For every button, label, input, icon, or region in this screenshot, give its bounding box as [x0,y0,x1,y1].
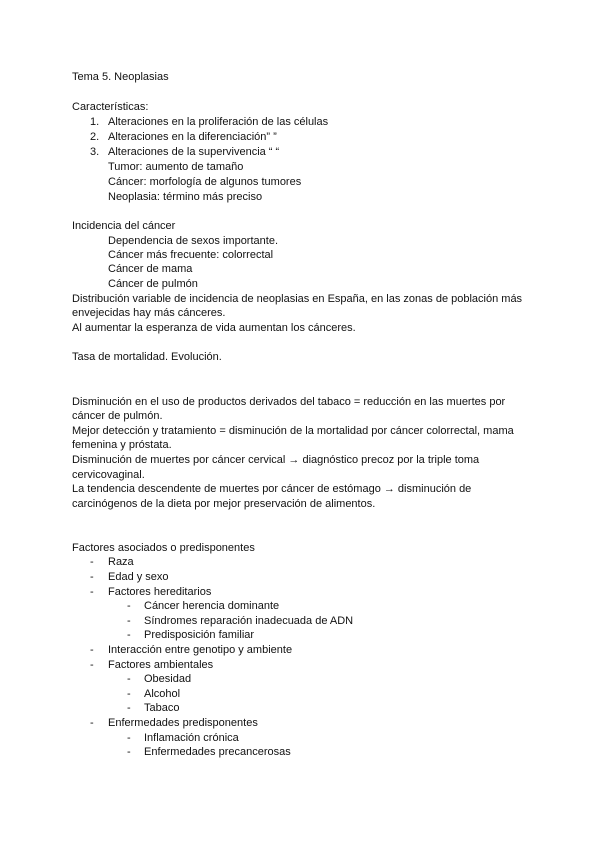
dash-bullet: - [90,717,94,729]
paragraph-line: Disminución de muertes por cáncer cervical → diagnóstico precoz por la triple toma [72,454,480,466]
paragraph-line: cáncer de pulmón. [72,410,163,422]
list-text: Alteraciones de la supervivencia “ “ [108,146,280,158]
list-text: Obesidad [144,673,192,685]
sub-line: Cáncer más frecuente: colorrectal [108,249,274,261]
dash-bullet: - [127,688,131,700]
list-text: Cáncer herencia dominante [144,600,280,612]
list-text: Alteraciones en la proliferación de las células [108,116,329,128]
list-text: Predisposición familiar [144,629,255,641]
sub-line: Cáncer de mama [108,263,193,275]
list-text: Enfermedades precancerosas [144,746,291,758]
mortalidad-heading: Tasa de mortalidad. Evolución. [72,351,222,363]
dash-bullet: - [90,586,94,598]
sub-line: Tumor: aumento de tamaño [108,161,244,173]
paragraph-line: Mejor detección y tratamiento = disminución de la mortalidad por cáncer colorrectal, mama [72,425,514,437]
factores-heading: Factores asociados o predisponentes [72,542,255,554]
dash-bullet: - [127,702,131,714]
dash-bullet: - [127,615,131,627]
list-text: Enfermedades predisponentes [108,717,258,729]
paragraph-line: La tendencia descendente de muertes por cáncer de estómago → disminución de [72,483,472,495]
list-text: Tabaco [144,702,180,714]
sub-line: Cáncer de pulmón [108,278,198,290]
paragraph-line: Al aumentar la esperanza de vida aumentan los cánceres. [72,322,356,334]
list-number: 3. [90,146,100,158]
incidencia-heading: Incidencia del cáncer [72,220,176,232]
list-number: 2. [90,131,100,143]
paragraph-line: Distribución variable de incidencia de neoplasias en España, en las zonas de población más [72,293,523,305]
paragraph-line: Disminución en el uso de productos derivados del tabaco = reducción en las muertes por [72,396,506,408]
dash-bullet: - [90,644,94,656]
dash-bullet: - [127,746,131,758]
list-text: Edad y sexo [108,571,169,583]
dash-bullet: - [127,629,131,641]
list-text: Alcohol [144,688,181,700]
dash-bullet: - [90,571,94,583]
sub-line: Dependencia de sexos importante. [108,235,278,247]
list-number: 1. [90,116,100,128]
paragraph-line: cervicovaginal. [72,469,145,481]
paragraph-line: carcinógenos de la dieta por mejor preservación de alimentos. [72,498,376,510]
sub-line: Cáncer: morfología de algunos tumores [108,176,302,188]
caracteristicas-heading: Características: [72,101,149,113]
dash-bullet: - [127,673,131,685]
paragraph-line: femenina y próstata. [72,439,172,451]
sub-line: Neoplasia: término más preciso [108,191,263,203]
dash-bullet: - [127,732,131,744]
list-text: Factores ambientales [108,659,214,671]
list-text: Factores hereditarios [108,586,212,598]
dash-bullet: - [127,600,131,612]
list-text: Síndromes reparación inadecuada de ADN [144,615,354,627]
list-text: Raza [108,556,134,568]
list-text: Interacción entre genotipo y ambiente [108,644,293,656]
dash-bullet: - [90,556,94,568]
list-text: Inflamación crónica [144,732,239,744]
paragraph-line: envejecidas hay más cánceres. [72,307,226,319]
document-title: Tema 5. Neoplasias [72,71,169,83]
list-text: Alteraciones en la diferenciación” ” [108,131,277,143]
dash-bullet: - [90,659,94,671]
